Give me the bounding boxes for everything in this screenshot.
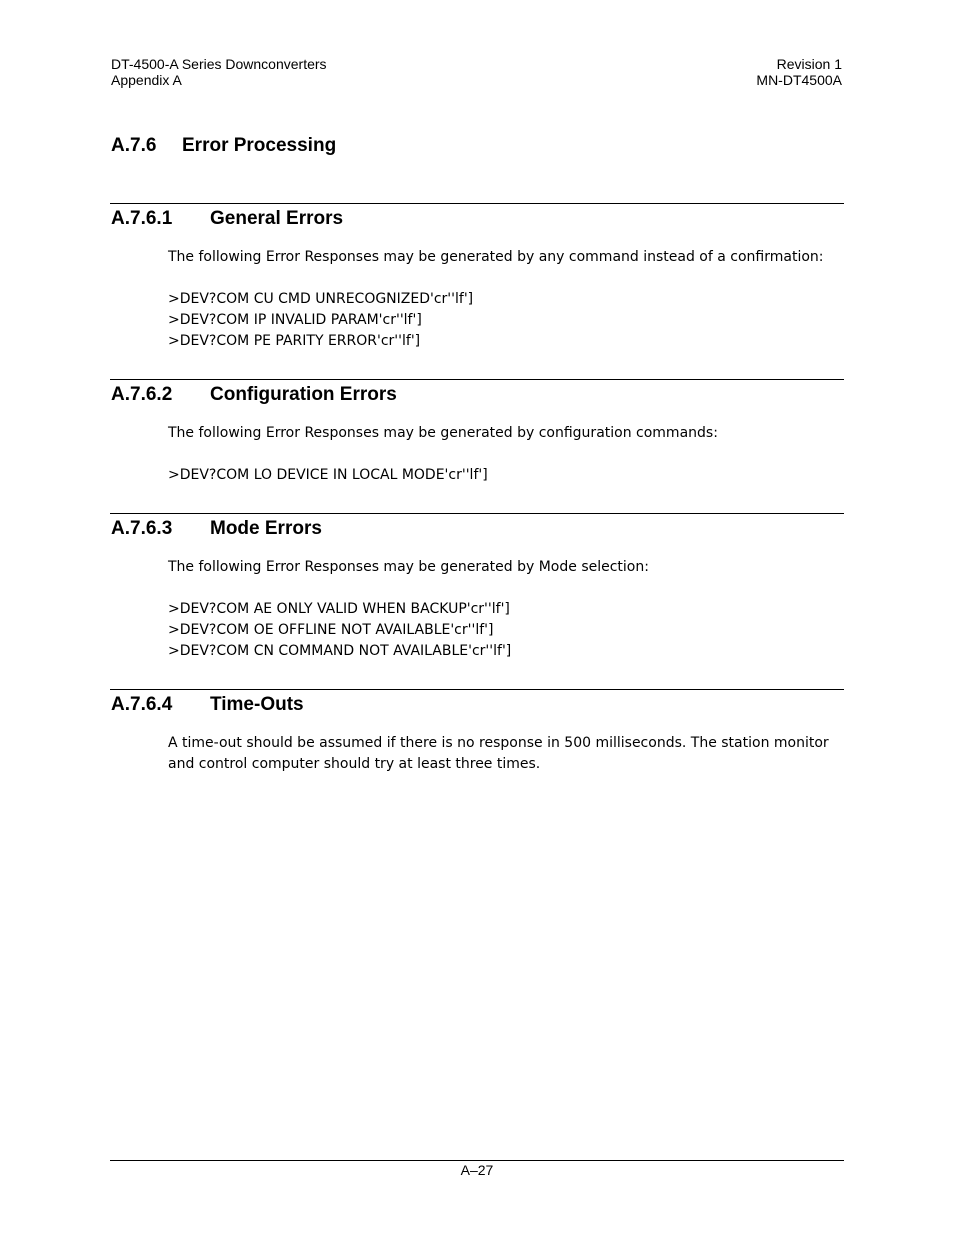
paragraph: The following Error Responses may be generated by configuration commands: [168,425,718,441]
paragraph [168,733,844,775]
subsection-number: A.7.6.1 [111,208,173,229]
document-title: DT-4500-A Series Downconverters [111,56,327,72]
page-number: A–27 [460,1162,494,1178]
page-header-right [756,56,842,88]
subsection-body [168,733,844,775]
subsection-mode-errors [110,513,844,662]
subsection-body [168,557,844,662]
subsection-number: A.7.6.3 [111,518,173,539]
footer-divider [110,1160,844,1161]
subsection-body [168,423,844,486]
subsection-heading [111,383,844,407]
section-number: A.7.6 [111,135,157,156]
paragraph-line: A time-out should be assumed if there is no response in 500 milliseconds. The station monitor [168,735,829,751]
command-list [168,465,844,486]
paragraph: The following Error Responses may be generated by any command instead of a confirmation: [168,249,824,265]
subsection-title: Configuration Errors [210,384,397,405]
subsection-title: Time-Outs [210,694,304,715]
revision-label: Revision 1 [776,56,842,72]
command-line: >DEV?COM OE OFFLINE NOT AVAILABLE'cr''lf'] [168,622,494,638]
subsection-configuration-errors [110,379,844,486]
command-list [168,599,844,662]
subsection-title: General Errors [210,208,344,229]
command-line: >DEV?COM PE PARITY ERROR'cr''lf'] [168,333,421,349]
section-title: Error Processing [182,135,337,156]
subsection-number: A.7.6.2 [111,384,173,405]
command-line: >DEV?COM IP INVALID PARAM'cr''lf'] [168,312,422,328]
command-line: >DEV?COM CU CMD UNRECOGNIZED'cr''lf'] [168,291,474,307]
subsection-heading [111,207,844,231]
document-number: MN-DT4500A [756,72,842,88]
section-heading [111,135,336,157]
appendix-label: Appendix A [111,72,182,88]
command-line: >DEV?COM LO DEVICE IN LOCAL MODE'cr''lf'] [168,467,488,483]
paragraph: The following Error Responses may be generated by Mode selection: [168,559,649,575]
paragraph-line: and control computer should try at least three times. [168,756,541,772]
subsection-heading [111,517,844,541]
subsection-number: A.7.6.4 [111,694,173,715]
subsection-general-errors [110,203,844,352]
subsection-body [168,247,844,352]
command-list [168,289,844,352]
subsection-heading [111,693,844,717]
subsection-time-outs [110,689,844,775]
subsection-title: Mode Errors [210,518,322,539]
command-line: >DEV?COM AE ONLY VALID WHEN BACKUP'cr''lf'] [168,601,510,617]
page-header-left [111,56,327,88]
command-line: >DEV?COM CN COMMAND NOT AVAILABLE'cr''lf'] [168,643,512,659]
